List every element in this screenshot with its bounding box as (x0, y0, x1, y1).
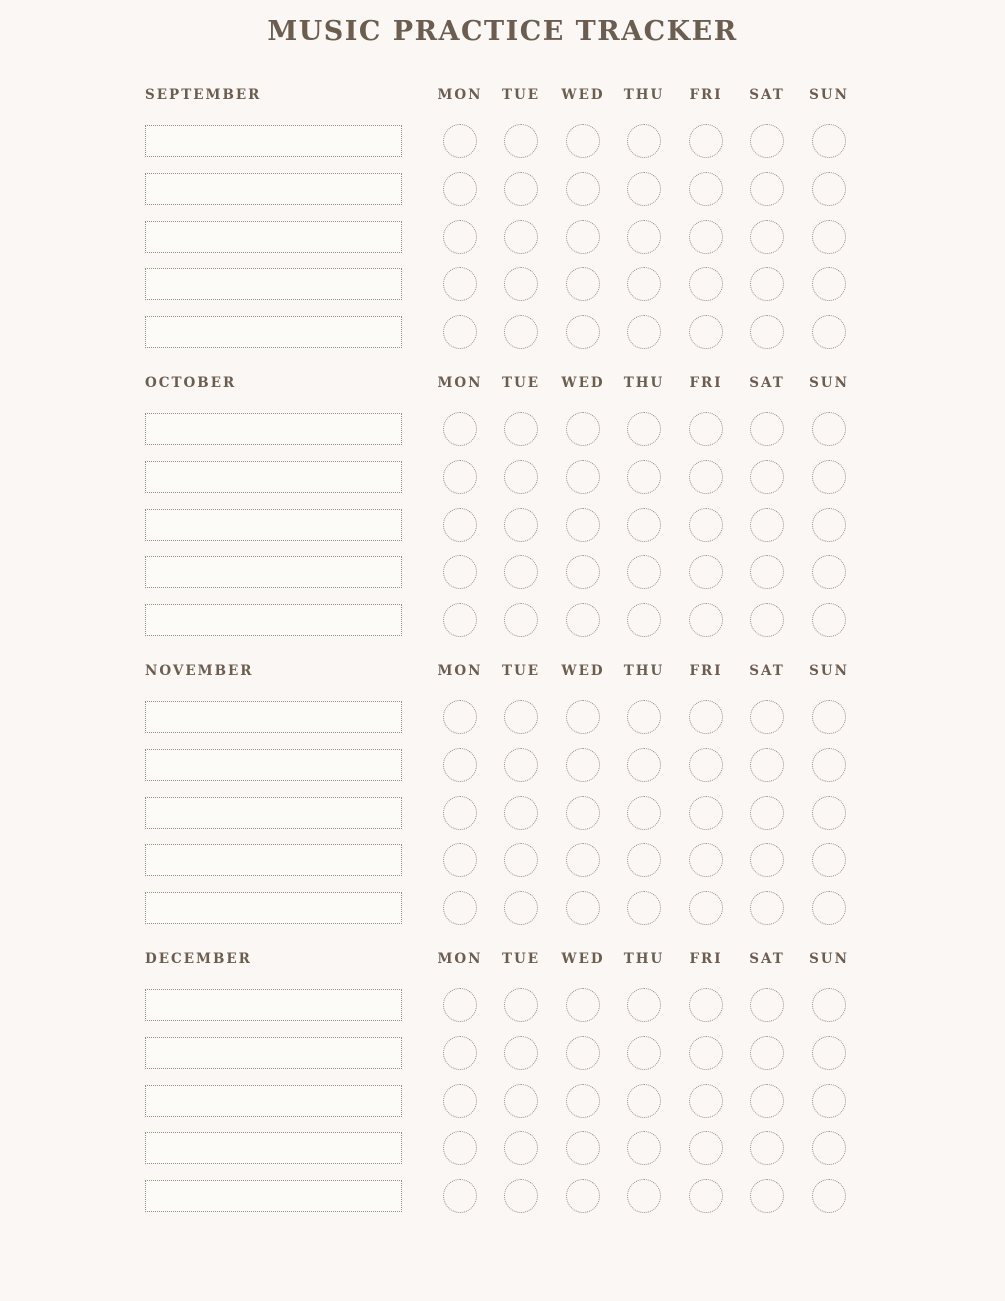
day-checkbox-sun[interactable] (812, 508, 846, 542)
day-checkbox-mon[interactable] (443, 1036, 477, 1070)
day-checkbox-sun[interactable] (812, 124, 846, 158)
day-checkbox-mon[interactable] (443, 748, 477, 782)
day-label-fri: FRI (689, 951, 723, 967)
practice-entry-box[interactable] (145, 1085, 402, 1117)
day-checkbox-wed[interactable] (566, 412, 600, 446)
day-checkbox-sun[interactable] (812, 796, 846, 830)
practice-row (145, 412, 855, 448)
day-checkbox-sun[interactable] (812, 555, 846, 589)
day-checkbox-wed[interactable] (566, 508, 600, 542)
practice-entry-box[interactable] (145, 604, 402, 636)
day-checkbox-mon[interactable] (443, 220, 477, 254)
day-checkbox-thu[interactable] (627, 1179, 661, 1213)
month-header (145, 661, 855, 681)
day-checkbox-tue[interactable] (504, 172, 538, 206)
day-checkbox-sat[interactable] (750, 124, 784, 158)
month-section-october (145, 373, 855, 645)
day-checkbox-wed[interactable] (566, 891, 600, 925)
day-label-thu: THU (623, 663, 665, 679)
day-label-sun: SUN (809, 375, 849, 391)
month-section-november (145, 661, 855, 933)
day-label-sun: SUN (809, 951, 849, 967)
practice-entry-box[interactable] (145, 1132, 402, 1164)
day-label-sun: SUN (809, 87, 849, 103)
day-checkbox-mon[interactable] (443, 508, 477, 542)
day-checkbox-sat[interactable] (750, 315, 784, 349)
day-checkbox-tue[interactable] (504, 988, 538, 1022)
day-label-sun: SUN (809, 663, 849, 679)
day-checkbox-thu[interactable] (627, 891, 661, 925)
day-label-wed: WED (561, 663, 605, 679)
practice-row (145, 1036, 855, 1072)
day-checkbox-sun[interactable] (812, 700, 846, 734)
day-checkbox-fri[interactable] (689, 1084, 723, 1118)
day-label-wed: WED (561, 951, 605, 967)
day-checkbox-tue[interactable] (504, 891, 538, 925)
day-checkbox-sun[interactable] (812, 267, 846, 301)
day-checkbox-sat[interactable] (750, 891, 784, 925)
day-checkbox-tue[interactable] (504, 315, 538, 349)
practice-row (145, 555, 855, 591)
practice-entry-box[interactable] (145, 268, 402, 300)
day-checkbox-fri[interactable] (689, 1036, 723, 1070)
day-checkbox-mon[interactable] (443, 412, 477, 446)
day-checkbox-tue[interactable] (504, 460, 538, 494)
day-label-sat: SAT (749, 663, 785, 679)
day-checkbox-thu[interactable] (627, 267, 661, 301)
day-checkbox-sun[interactable] (812, 988, 846, 1022)
practice-entry-box[interactable] (145, 125, 402, 157)
month-header (145, 949, 855, 969)
month-name: SEPTEMBER (145, 87, 262, 103)
day-checkbox-tue[interactable] (504, 1084, 538, 1118)
day-checkbox-sat[interactable] (750, 508, 784, 542)
day-checkbox-mon[interactable] (443, 603, 477, 637)
day-label-mon: MON (437, 375, 483, 391)
practice-row (145, 315, 855, 351)
day-checkbox-sun[interactable] (812, 315, 846, 349)
day-checkbox-tue[interactable] (504, 555, 538, 589)
day-label-thu: THU (623, 87, 665, 103)
day-checkbox-sat[interactable] (750, 412, 784, 446)
day-checkbox-thu[interactable] (627, 412, 661, 446)
day-checkbox-fri[interactable] (689, 412, 723, 446)
month-name: NOVEMBER (145, 663, 254, 679)
day-label-thu: THU (623, 375, 665, 391)
day-checkbox-tue[interactable] (504, 748, 538, 782)
day-checkbox-fri[interactable] (689, 124, 723, 158)
day-checkbox-thu[interactable] (627, 220, 661, 254)
practice-row (145, 1131, 855, 1167)
day-checkbox-tue[interactable] (504, 1179, 538, 1213)
day-checkbox-thu[interactable] (627, 1036, 661, 1070)
day-checkbox-sat[interactable] (750, 1036, 784, 1070)
day-checkbox-mon[interactable] (443, 1131, 477, 1165)
month-name: DECEMBER (145, 951, 252, 967)
day-checkbox-wed[interactable] (566, 315, 600, 349)
month-header (145, 85, 855, 105)
month-section-december (145, 949, 855, 1221)
day-checkbox-thu[interactable] (627, 603, 661, 637)
day-checkbox-thu[interactable] (627, 1131, 661, 1165)
day-checkbox-fri[interactable] (689, 988, 723, 1022)
day-label-fri: FRI (689, 87, 723, 103)
day-checkbox-wed[interactable] (566, 460, 600, 494)
day-checkbox-mon[interactable] (443, 796, 477, 830)
day-checkbox-thu[interactable] (627, 124, 661, 158)
practice-entry-box[interactable] (145, 1180, 402, 1212)
day-checkbox-wed[interactable] (566, 1179, 600, 1213)
practice-entry-box[interactable] (145, 556, 402, 588)
practice-entry-box[interactable] (145, 461, 402, 493)
practice-entry-box[interactable] (145, 509, 402, 541)
day-label-sat: SAT (749, 375, 785, 391)
day-checkbox-sun[interactable] (812, 172, 846, 206)
day-label-tue: TUE (501, 951, 541, 967)
practice-row (145, 1084, 855, 1120)
day-checkbox-thu[interactable] (627, 315, 661, 349)
day-checkbox-sun[interactable] (812, 891, 846, 925)
day-checkbox-mon[interactable] (443, 988, 477, 1022)
day-checkbox-mon[interactable] (443, 555, 477, 589)
month-section-september (145, 85, 855, 357)
practice-entry-box[interactable] (145, 749, 402, 781)
day-checkbox-fri[interactable] (689, 891, 723, 925)
practice-row (145, 700, 855, 736)
day-checkbox-sat[interactable] (750, 843, 784, 877)
day-checkbox-tue[interactable] (504, 603, 538, 637)
day-checkbox-sat[interactable] (750, 267, 784, 301)
day-checkbox-tue[interactable] (504, 267, 538, 301)
day-checkbox-tue[interactable] (504, 796, 538, 830)
practice-row (145, 172, 855, 208)
day-label-mon: MON (437, 663, 483, 679)
day-checkbox-mon[interactable] (443, 124, 477, 158)
day-checkbox-sun[interactable] (812, 603, 846, 637)
day-checkbox-mon[interactable] (443, 315, 477, 349)
day-checkbox-fri[interactable] (689, 315, 723, 349)
day-checkbox-wed[interactable] (566, 1131, 600, 1165)
day-checkbox-wed[interactable] (566, 172, 600, 206)
practice-entry-box[interactable] (145, 221, 402, 253)
day-checkbox-wed[interactable] (566, 124, 600, 158)
day-checkbox-thu[interactable] (627, 988, 661, 1022)
day-checkbox-sun[interactable] (812, 460, 846, 494)
day-checkbox-sun[interactable] (812, 748, 846, 782)
day-checkbox-tue[interactable] (504, 220, 538, 254)
day-checkbox-sun[interactable] (812, 843, 846, 877)
day-checkbox-tue[interactable] (504, 508, 538, 542)
practice-row (145, 603, 855, 639)
day-checkbox-wed[interactable] (566, 267, 600, 301)
day-checkbox-fri[interactable] (689, 267, 723, 301)
day-checkbox-thu[interactable] (627, 555, 661, 589)
day-label-mon: MON (437, 87, 483, 103)
day-checkbox-fri[interactable] (689, 796, 723, 830)
practice-entry-box[interactable] (145, 989, 402, 1021)
day-label-tue: TUE (501, 663, 541, 679)
day-checkbox-tue[interactable] (504, 1036, 538, 1070)
day-label-thu: THU (623, 951, 665, 967)
day-checkbox-sat[interactable] (750, 1131, 784, 1165)
day-checkbox-fri[interactable] (689, 843, 723, 877)
day-checkbox-sat[interactable] (750, 700, 784, 734)
day-checkbox-mon[interactable] (443, 460, 477, 494)
day-label-sat: SAT (749, 87, 785, 103)
day-checkbox-mon[interactable] (443, 891, 477, 925)
practice-entry-box[interactable] (145, 1037, 402, 1069)
practice-row (145, 748, 855, 784)
day-checkbox-wed[interactable] (566, 603, 600, 637)
practice-row (145, 796, 855, 832)
day-checkbox-tue[interactable] (504, 1131, 538, 1165)
day-checkbox-wed[interactable] (566, 1036, 600, 1070)
month-header (145, 373, 855, 393)
practice-entry-box[interactable] (145, 701, 402, 733)
day-label-fri: FRI (689, 375, 723, 391)
day-checkbox-sat[interactable] (750, 988, 784, 1022)
day-checkbox-mon[interactable] (443, 843, 477, 877)
day-checkbox-sun[interactable] (812, 412, 846, 446)
day-label-wed: WED (561, 375, 605, 391)
day-checkbox-wed[interactable] (566, 1084, 600, 1118)
day-checkbox-tue[interactable] (504, 412, 538, 446)
day-checkbox-fri[interactable] (689, 220, 723, 254)
practice-entry-box[interactable] (145, 892, 402, 924)
day-checkbox-sun[interactable] (812, 1179, 846, 1213)
practice-row (145, 267, 855, 303)
day-checkbox-thu[interactable] (627, 172, 661, 206)
practice-entry-box[interactable] (145, 413, 402, 445)
day-checkbox-fri[interactable] (689, 1131, 723, 1165)
day-checkbox-sat[interactable] (750, 1179, 784, 1213)
day-checkbox-sun[interactable] (812, 1131, 846, 1165)
day-checkbox-wed[interactable] (566, 555, 600, 589)
day-checkbox-tue[interactable] (504, 124, 538, 158)
practice-row (145, 124, 855, 160)
day-checkbox-thu[interactable] (627, 700, 661, 734)
day-checkbox-sat[interactable] (750, 1084, 784, 1118)
practice-row (145, 891, 855, 927)
day-checkbox-mon[interactable] (443, 1179, 477, 1213)
day-checkbox-mon[interactable] (443, 267, 477, 301)
practice-row (145, 843, 855, 879)
day-checkbox-thu[interactable] (627, 1084, 661, 1118)
day-checkbox-wed[interactable] (566, 796, 600, 830)
day-checkbox-thu[interactable] (627, 460, 661, 494)
day-checkbox-fri[interactable] (689, 508, 723, 542)
day-checkbox-thu[interactable] (627, 748, 661, 782)
day-checkbox-sat[interactable] (750, 796, 784, 830)
day-checkbox-sun[interactable] (812, 220, 846, 254)
day-label-mon: MON (437, 951, 483, 967)
day-checkbox-thu[interactable] (627, 796, 661, 830)
day-checkbox-tue[interactable] (504, 700, 538, 734)
practice-row (145, 508, 855, 544)
day-checkbox-sat[interactable] (750, 220, 784, 254)
day-label-fri: FRI (689, 663, 723, 679)
month-name: OCTOBER (145, 375, 237, 391)
day-checkbox-sun[interactable] (812, 1084, 846, 1118)
day-checkbox-fri[interactable] (689, 748, 723, 782)
day-checkbox-sat[interactable] (750, 603, 784, 637)
day-checkbox-wed[interactable] (566, 700, 600, 734)
practice-entry-box[interactable] (145, 316, 402, 348)
day-checkbox-sat[interactable] (750, 172, 784, 206)
day-checkbox-mon[interactable] (443, 172, 477, 206)
day-label-sat: SAT (749, 951, 785, 967)
practice-row (145, 220, 855, 256)
practice-row (145, 460, 855, 496)
day-checkbox-fri[interactable] (689, 700, 723, 734)
day-checkbox-thu[interactable] (627, 508, 661, 542)
day-checkbox-sat[interactable] (750, 748, 784, 782)
day-checkbox-sun[interactable] (812, 1036, 846, 1070)
day-label-tue: TUE (501, 375, 541, 391)
day-checkbox-fri[interactable] (689, 555, 723, 589)
day-checkbox-tue[interactable] (504, 843, 538, 877)
day-checkbox-mon[interactable] (443, 700, 477, 734)
day-checkbox-fri[interactable] (689, 1179, 723, 1213)
day-label-tue: TUE (501, 87, 541, 103)
day-checkbox-thu[interactable] (627, 843, 661, 877)
day-checkbox-fri[interactable] (689, 172, 723, 206)
practice-entry-box[interactable] (145, 173, 402, 205)
day-checkbox-wed[interactable] (566, 988, 600, 1022)
day-label-wed: WED (561, 87, 605, 103)
practice-entry-box[interactable] (145, 844, 402, 876)
day-checkbox-fri[interactable] (689, 603, 723, 637)
day-checkbox-wed[interactable] (566, 843, 600, 877)
day-checkbox-wed[interactable] (566, 748, 600, 782)
page-title: MUSIC PRACTICE TRACKER (267, 16, 738, 47)
practice-row (145, 1179, 855, 1215)
day-checkbox-fri[interactable] (689, 460, 723, 494)
day-checkbox-wed[interactable] (566, 220, 600, 254)
day-checkbox-mon[interactable] (443, 1084, 477, 1118)
day-checkbox-sat[interactable] (750, 460, 784, 494)
practice-row (145, 988, 855, 1024)
day-checkbox-sat[interactable] (750, 555, 784, 589)
practice-entry-box[interactable] (145, 797, 402, 829)
